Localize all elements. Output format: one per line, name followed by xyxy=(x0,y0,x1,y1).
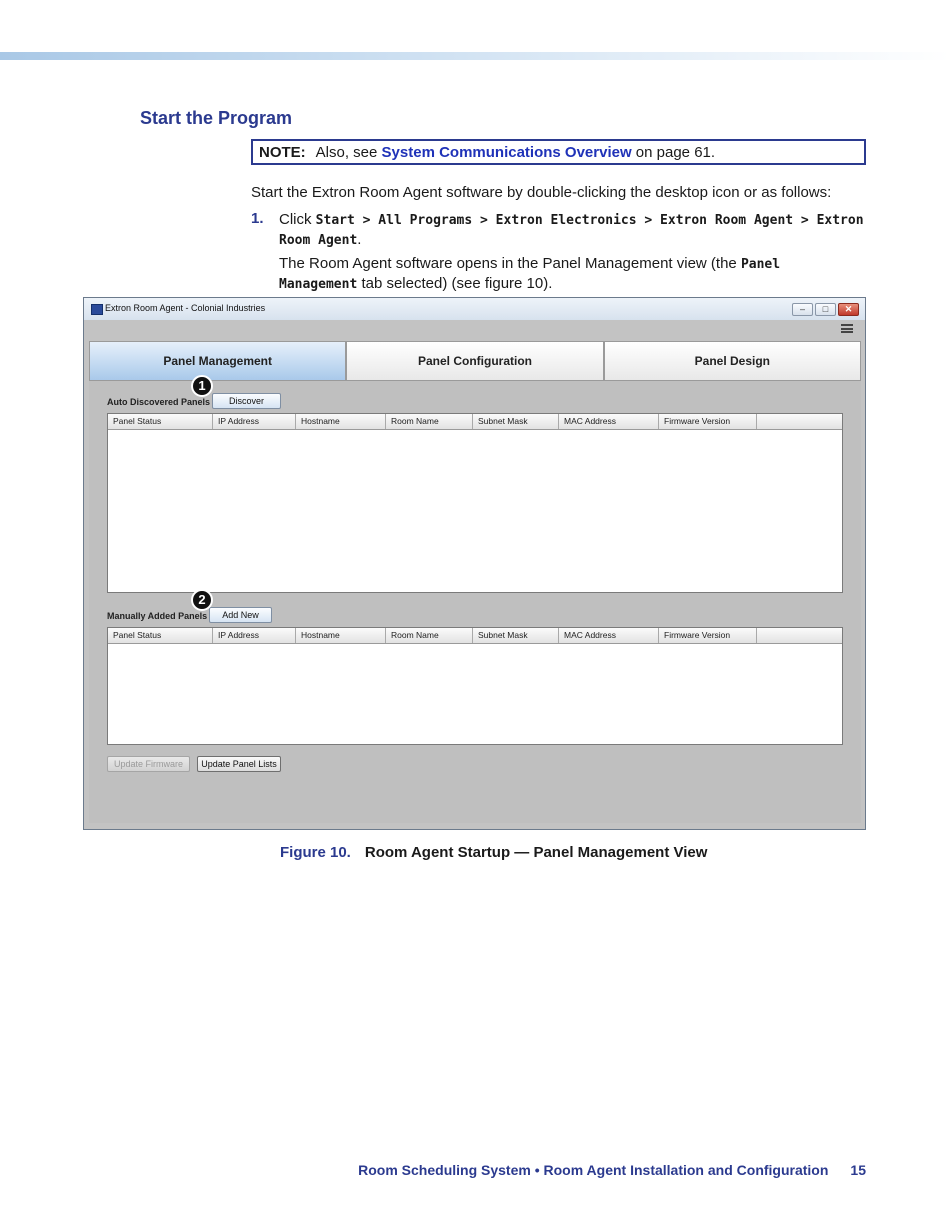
column-header[interactable]: Room Name xyxy=(386,414,473,429)
auto-discovered-table[interactable] xyxy=(107,413,843,593)
column-header[interactable]: Subnet Mask xyxy=(473,628,559,643)
note-label: NOTE: xyxy=(259,144,306,161)
minimize-icon[interactable]: – xyxy=(792,303,813,316)
header-band xyxy=(0,52,950,60)
panel-management-view xyxy=(89,378,861,823)
app-logo-icon xyxy=(91,304,103,315)
figure-caption xyxy=(280,844,707,861)
column-header[interactable]: Panel Status xyxy=(108,414,213,429)
column-header[interactable]: IP Address xyxy=(213,628,296,643)
column-header[interactable]: MAC Address xyxy=(559,628,659,643)
window-title: Extron Room Agent - Colonial Industries xyxy=(105,303,266,313)
page-footer xyxy=(358,1162,866,1178)
callout-1: 1 xyxy=(191,375,213,397)
column-header[interactable]: Subnet Mask xyxy=(473,414,559,429)
note-text-before: Also, see xyxy=(315,144,382,161)
section-title: Start the Program xyxy=(140,108,293,128)
column-header[interactable]: IP Address xyxy=(213,414,296,429)
tab-panel-design[interactable]: Panel Design xyxy=(604,341,861,381)
update-firmware-button[interactable]: Update Firmware xyxy=(107,756,190,772)
column-header[interactable]: Firmware Version xyxy=(659,628,757,643)
step-text xyxy=(279,210,869,250)
app-window xyxy=(83,297,866,830)
callout-2: 2 xyxy=(191,589,213,611)
step-click-word: Click xyxy=(279,211,316,228)
note-text-after: on page 61. xyxy=(631,144,716,161)
add-new-button[interactable]: Add New xyxy=(209,607,272,623)
manually-added-label: Manually Added Panels xyxy=(107,611,208,621)
page-number: 15 xyxy=(850,1162,866,1178)
update-panel-lists-button[interactable]: Update Panel Lists xyxy=(197,756,281,772)
column-header[interactable]: Panel Status xyxy=(108,628,213,643)
step-end: . xyxy=(357,231,362,248)
footer-text: Room Scheduling System • Room Agent Installation and Configuration xyxy=(358,1162,829,1178)
note-box xyxy=(251,139,866,165)
note-link[interactable]: System Communications Overview xyxy=(381,144,632,161)
step-sub-after: tab selected) (see figure 10). xyxy=(357,275,553,292)
column-header[interactable]: Hostname xyxy=(296,414,386,429)
figure-number: Figure 10. xyxy=(280,844,351,861)
column-header[interactable]: Hostname xyxy=(296,628,386,643)
auto-discovered-label: Auto Discovered Panels xyxy=(107,397,211,407)
column-header[interactable] xyxy=(757,628,842,643)
step-subtext xyxy=(279,254,839,294)
column-header[interactable]: MAC Address xyxy=(559,414,659,429)
table-header xyxy=(108,414,842,430)
column-header[interactable] xyxy=(757,414,842,429)
step-sub-before: The Room Agent software opens in the Panel Management view (the xyxy=(279,255,741,272)
tab-panel-management[interactable]: Panel Management xyxy=(89,341,346,381)
close-icon[interactable]: ✕ xyxy=(838,303,859,316)
discover-button[interactable]: Discover xyxy=(212,393,281,409)
tab-panel-configuration[interactable]: Panel Configuration xyxy=(346,341,603,381)
intro-text: Start the Extron Room Agent software by double-clicking the desktop icon or as follows: xyxy=(251,184,832,201)
column-header[interactable]: Firmware Version xyxy=(659,414,757,429)
column-header[interactable]: Room Name xyxy=(386,628,473,643)
step-menu-path: Start > All Programs > Extron Electronics > Extron Room Agent > Extron Room Agent xyxy=(279,213,864,248)
table-header xyxy=(108,628,842,644)
menu-icon[interactable] xyxy=(841,324,853,333)
step-sub-mono: Panel Management xyxy=(279,257,781,292)
figure-title: Room Agent Startup — Panel Management View xyxy=(364,844,708,861)
manually-added-table[interactable] xyxy=(107,627,843,745)
step-number: 1. xyxy=(251,210,264,227)
window-title-bar xyxy=(84,298,865,320)
maximize-icon[interactable]: □ xyxy=(815,303,836,316)
